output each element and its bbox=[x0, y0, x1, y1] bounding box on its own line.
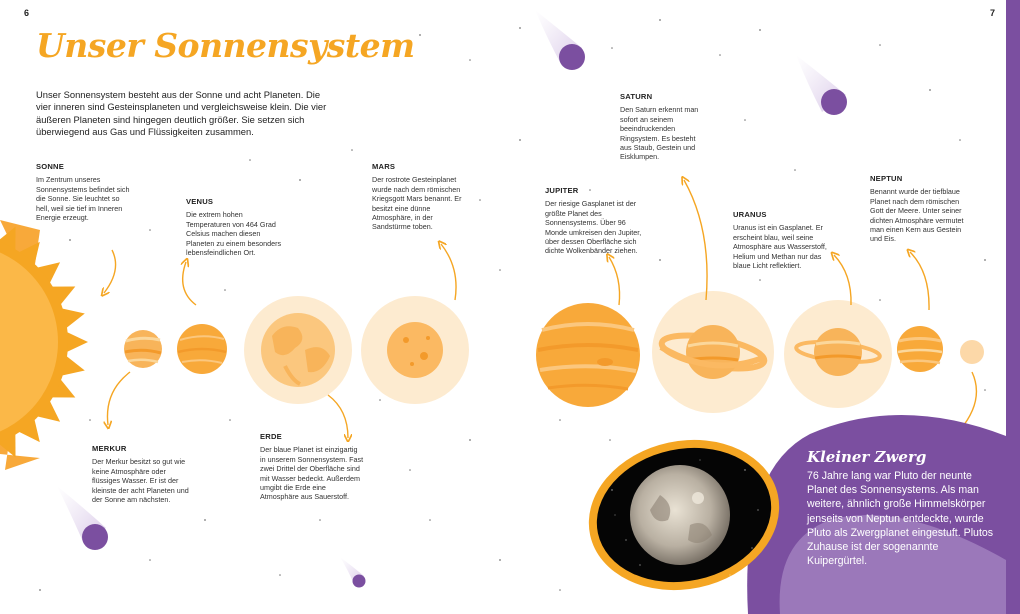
text-venus: Die extrem hohen Temperaturen von 464 Grad Celsius machen diesen Planeten zu einem besonders lebensfeindlichen Ort. bbox=[186, 210, 282, 258]
info-block-venus bbox=[186, 197, 286, 257]
text-sonne: Im Zentrum unseres Sonnensystems befindet sich die Sonne. Sie leuchtet so hell, weil sie tief im Inneren Energie erzeugt. bbox=[36, 175, 130, 223]
text-uranus: Uranus ist ein Gasplanet. Er erscheint blau, weil seine Atmosphäre aus Wasserstoff, Helium und Methan nur das blaue Licht reflektiert. bbox=[733, 223, 827, 271]
heading-sonne: SONNE bbox=[36, 162, 65, 171]
page-title: Unser Sonnensystem bbox=[36, 26, 415, 65]
pluto-title: Kleiner Zwerg bbox=[807, 448, 927, 466]
text-saturn: Den Saturn erkennt man sofort an seinem beeindruckenden Ringsystem. Es besteht aus Staub, Gestein und Eisklumpen. bbox=[620, 105, 699, 162]
intro-paragraph: Unser Sonnensystem besteht aus der Sonne und acht Planeten. Die vier inneren sind Gesteinsplaneten und vergleichsweise klein. Die vier äußeren Planeten sind hingegen deutlich größer. Sie setzen sich überwiegend aus Gas und Flüssigkeiten zusammen. bbox=[36, 89, 327, 137]
venus-illustration bbox=[177, 324, 227, 374]
saturn-illustration bbox=[652, 291, 774, 413]
heading-merkur: MERKUR bbox=[92, 444, 127, 453]
sun-illustration bbox=[0, 214, 88, 470]
heading-jupiter: JUPITER bbox=[545, 186, 579, 195]
arrow-saturn bbox=[684, 180, 707, 300]
heading-neptun: NEPTUN bbox=[870, 174, 903, 183]
heading-uranus: URANUS bbox=[733, 210, 767, 219]
info-block-uranus bbox=[733, 210, 829, 270]
text-neptun: Benannt wurde der tiefblaue Planet nach dem römischen Gott der Meere. Unter seiner dichten Atmosphäre vermutet man einen Kern aus Gestein und Eis. bbox=[870, 187, 964, 244]
text-erde: Der blaue Planet ist einzigartig in unserem Sonnensystem. Fast zwei Drittel der Oberfläche sind mit Wasser bedeckt. Außerdem umgibt die Erde eine Atmosphäre aus Sauerstoff. bbox=[260, 445, 364, 502]
pluto-text: 76 Jahre lang war Pluto der neunte Planet des Sonnensystems. Als man weitere, ähnlich große Himmelskörper jenseits von Neptun entdeckte, wurde Pluto als Zwergplanet eingestuft. Plutos Zuhause ist der sogenannte Kuipergürtel. bbox=[807, 470, 994, 568]
arrow-neptun bbox=[910, 252, 929, 310]
heading-mars: MARS bbox=[372, 162, 396, 171]
arrow-sonne bbox=[104, 250, 116, 293]
uranus-illustration bbox=[784, 300, 892, 408]
text-jupiter: Der riesige Gasplanet ist der größte Planet des Sonnensystems. Über 96 Monde umkreisen den Jupiter, über dessen Oberfläche sich dichte Wolkenbänder ziehen. bbox=[545, 199, 642, 256]
text-merkur: Der Merkur besitzt so gut wie keine Atmosphäre oder flüssiges Wasser. Er ist der kleinste der acht Planeten und der Sonne am nächsten. bbox=[92, 457, 189, 505]
comet-4 bbox=[340, 557, 366, 588]
comet-2 bbox=[796, 55, 847, 115]
arrow-merkur bbox=[107, 372, 130, 425]
arrow-uranus bbox=[834, 255, 851, 305]
arrow-jupiter bbox=[609, 257, 620, 305]
info-block-neptun bbox=[870, 174, 968, 244]
arrow-venus bbox=[183, 262, 196, 305]
heading-erde: ERDE bbox=[260, 432, 282, 441]
info-block-saturn bbox=[620, 92, 706, 162]
jupiter-illustration bbox=[536, 303, 640, 407]
info-block-jupiter bbox=[545, 186, 649, 256]
pluto-info-text bbox=[807, 448, 997, 568]
info-block-mars bbox=[372, 162, 468, 232]
page-number-right: 7 bbox=[990, 8, 996, 18]
heading-venus: VENUS bbox=[186, 197, 214, 206]
pluto-dot bbox=[960, 340, 984, 364]
mercury-illustration bbox=[124, 330, 162, 368]
mars-illustration bbox=[361, 296, 469, 404]
comet-1 bbox=[535, 10, 585, 70]
info-block-sonne bbox=[36, 162, 134, 222]
earth-illustration bbox=[244, 296, 352, 404]
text-mars: Der rostrote Gesteinplanet wurde nach dem römischen Kriegsgott Mars benannt. Er besitzt eine dünne Atmosphäre, in der Sandstürme toben. bbox=[372, 175, 462, 232]
info-block-merkur bbox=[92, 444, 192, 504]
heading-saturn: SATURN bbox=[620, 92, 653, 101]
page-number-left: 6 bbox=[24, 8, 30, 18]
arrow-mars bbox=[441, 244, 456, 300]
info-block-erde bbox=[260, 432, 364, 502]
arrow-pluto bbox=[960, 372, 976, 430]
neptune-illustration bbox=[897, 326, 943, 372]
page-edge-bar bbox=[1006, 0, 1020, 614]
